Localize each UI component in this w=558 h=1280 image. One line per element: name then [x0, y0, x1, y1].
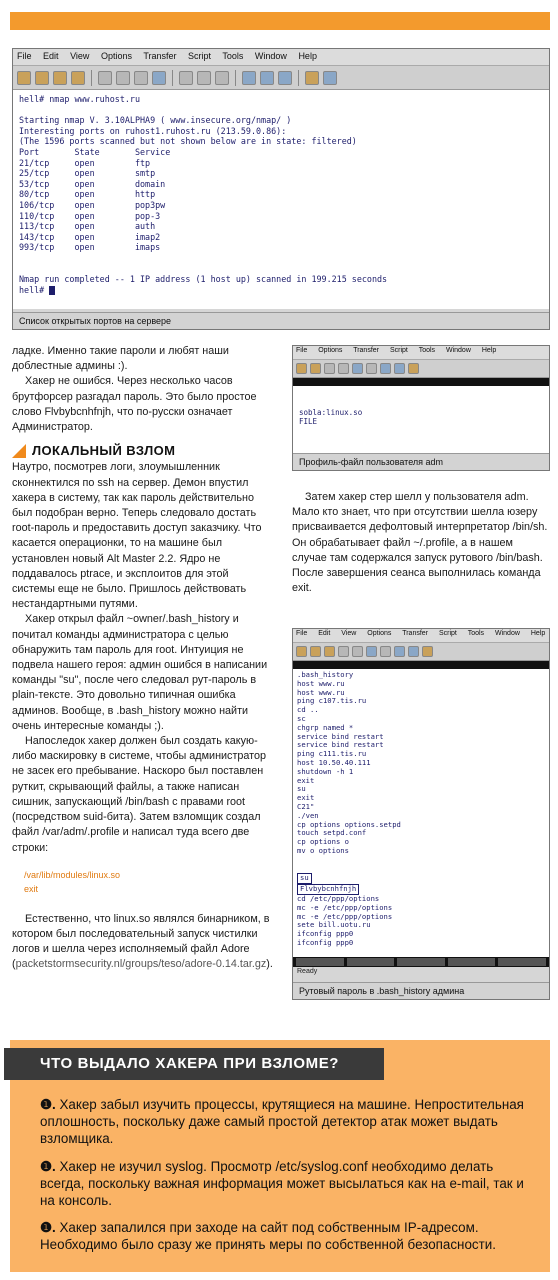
list-item — [40, 1096, 534, 1148]
terminal-tab[interactable] — [347, 958, 395, 966]
terminal-titlebar — [293, 661, 549, 669]
terminal-line: Port State Service — [19, 146, 171, 157]
terminal-line: exit — [297, 793, 315, 803]
reconnect-icon[interactable] — [53, 71, 67, 85]
terminal-line: ping c111.tis.ru — [297, 749, 367, 759]
find-icon[interactable] — [352, 363, 363, 374]
toolbar-separator — [172, 70, 173, 86]
terminal-line: 106/tcp open pop3pw — [19, 199, 166, 210]
menu-script[interactable]: Script — [389, 347, 408, 354]
terminal-line: ifconfig ppp0 — [297, 929, 354, 939]
triangle-icon — [12, 444, 26, 458]
disconnect-icon[interactable] — [71, 71, 85, 85]
terminal-tab[interactable] — [296, 958, 344, 966]
terminal-tab-bar — [293, 957, 549, 967]
bullet-icon: ❶. — [40, 1220, 56, 1236]
keymap-icon[interactable] — [408, 646, 419, 657]
print-icon[interactable] — [366, 363, 377, 374]
terminal-line: .bash_history — [297, 670, 354, 679]
terminal-line: cp options o — [297, 837, 349, 847]
terminal-line: host www.ru — [297, 687, 345, 697]
terminal-line: ping c107.tis.ru — [297, 696, 367, 706]
terminal-line: hell# — [19, 285, 543, 296]
terminal-line: 110/tcp open pop-3 — [19, 210, 161, 221]
list-item-text: Хакер запалился при заходе на сайт под собственным IP-адресом. Необходимо было сразу же принять меры по собственной безопасности. — [40, 1220, 496, 1253]
terminal-tab[interactable] — [448, 958, 496, 966]
menu-tools[interactable]: Tools — [222, 51, 244, 61]
options-icon[interactable] — [394, 646, 405, 657]
terminal-line: 993/tcp open imaps — [19, 242, 161, 253]
menu-transfer[interactable]: Transfer — [402, 630, 429, 637]
terminal-line — [19, 105, 543, 116]
paragraph: Напоследок хакер должен был создать какую-либо маскировку в системе, чтобы администратор не засек его пребывание. Наскоро был поставлен руткит, скрывающий файлы, а также написан сишник, запускающий /bin/bash с правами root (посредством suid-бита). Затем взломщик создал файл /var/adm/.profile и написал туда всего две строки: — [12, 735, 267, 854]
list-item-text: Хакер забыл изучить процессы, крутящиеся на машине. Непростительная оплошность, поскольку даже самый простой детектор атак может выдать взломщика. — [40, 1097, 524, 1147]
paragraph: Затем хакер стер шелл у пользователя adm. Мало кто знает, что при отсутствии шелла юзеру присваивается дефолтовый интерпретатор /bin/sh. Он обрабатывает файл ~/.profile, а в нашем случае там содержался запуск рутового /bin/bash. После завершения сеанса выполнилась команда exit. — [292, 491, 548, 595]
code-line: exit — [24, 883, 39, 894]
menu-options[interactable]: Options — [367, 630, 392, 637]
menu-help[interactable]: Help — [298, 51, 317, 61]
menu-window[interactable]: Window — [254, 51, 287, 61]
terminal-line: 113/tcp open auth — [19, 221, 156, 232]
menu-window[interactable]: Window — [445, 347, 471, 354]
menu-window[interactable]: Window — [495, 630, 520, 637]
terminal-line: (The 1596 ports scanned but not shown below are in state: filtered) — [19, 136, 357, 147]
sidebar-box-title: ЧТО ВЫДАЛО ХАКЕРА ПРИ ВЗЛОМЕ? — [4, 1048, 384, 1080]
terminal-toolbar — [13, 66, 549, 90]
terminal-line: 25/tcp open smtp — [19, 168, 156, 179]
figure-caption: Список открытых портов на сервере — [13, 312, 549, 329]
terminal-line: ./ven — [297, 810, 319, 820]
terminal-line: Interesting ports on ruhost1.ruhost.ru (213.59.0.86): — [19, 125, 287, 136]
find-icon[interactable] — [152, 71, 166, 85]
terminal-line — [297, 865, 545, 874]
menu-script[interactable]: Script — [188, 51, 212, 61]
terminal-menubar — [13, 49, 549, 66]
sftp-icon[interactable] — [179, 71, 193, 85]
menu-file[interactable]: File — [296, 347, 308, 354]
terminal-line: sc — [297, 713, 306, 723]
terminal-line: Flvbybcnhfnjh — [297, 884, 545, 895]
terminal-line: host 10.50.40.111 — [297, 757, 371, 767]
terminal-line: service bind restart — [297, 740, 384, 750]
terminal-line: Starting nmap V. 3.10ALPHA9 ( www.insecure.org/nmap/ ) — [19, 115, 292, 126]
terminal-line: FILE — [299, 417, 318, 426]
paste-icon[interactable] — [338, 363, 349, 374]
code-listing — [24, 868, 274, 896]
paragraph: Хакер не ошибся. Через несколько часов брутфорсер разгадал пароль. Это было простое слово Flvbybcnhfnjh, что по-русски означает Администратор. — [12, 375, 257, 434]
terminal-line: cd /etc/ppp/options — [297, 893, 380, 903]
help-icon[interactable] — [408, 363, 419, 374]
profile-terminal-screenshot — [292, 345, 550, 471]
list-item-text: Хакер не изучил syslog. Просмотр /etc/syslog.conf необходимо делать всегда, поскольку важная информация может высылаться как на e-mail, так и на консоль. — [40, 1158, 524, 1209]
terminal-cursor — [49, 286, 55, 295]
menu-transfer[interactable]: Transfer — [143, 51, 177, 61]
terminal-line: sete bill.uotu.ru — [297, 920, 371, 930]
paragraph-tail: ). — [266, 958, 273, 971]
figure-caption: Рутовый пароль в .bash_history админа — [293, 982, 549, 999]
connect-icon[interactable] — [17, 71, 31, 85]
terminal-line: hell# nmap www.ruhost.ru — [19, 94, 141, 104]
menu-file[interactable]: File — [296, 630, 308, 637]
terminal-line — [299, 399, 543, 408]
terminal-line — [19, 253, 543, 264]
terminal-toolbar — [293, 360, 549, 378]
left-column — [12, 344, 274, 973]
terminal-line: exit — [297, 775, 315, 785]
menu-view[interactable]: View — [341, 630, 357, 637]
menu-options[interactable]: Options — [100, 51, 132, 61]
terminal-line — [299, 390, 543, 399]
about-icon[interactable] — [323, 71, 337, 85]
terminal-line: shutdown -h 1 — [297, 766, 354, 776]
terminal-tab[interactable] — [498, 958, 546, 966]
terminal-line: mc -e /etc/ppp/options — [297, 902, 393, 912]
terminal-line: cp options options.setpd — [297, 819, 401, 829]
keymap-icon[interactable] — [278, 71, 292, 85]
sidebar-box-body — [40, 1096, 534, 1264]
menu-options[interactable]: Options — [318, 347, 343, 354]
bash-history-output — [293, 669, 549, 957]
top-accent-band — [10, 12, 550, 30]
disconnect-icon[interactable] — [324, 646, 335, 657]
figure-caption: Профиль-файл пользователя adm — [293, 453, 549, 470]
terminal-line: 80/tcp open http — [19, 189, 156, 200]
terminal-line: 143/tcp open imap2 — [19, 231, 161, 242]
adore-link[interactable]: packetstormsecurity.nl/groups/teso/adore-0.14.tar.gz — [15, 958, 267, 971]
menu-help[interactable]: Help — [481, 347, 497, 354]
menu-help[interactable]: Help — [530, 630, 546, 637]
terminal-line: C21" — [297, 801, 315, 811]
help-icon[interactable] — [305, 71, 319, 85]
menu-edit[interactable]: Edit — [43, 51, 59, 61]
menu-file[interactable]: File — [17, 51, 32, 61]
reconnect-icon[interactable] — [310, 646, 321, 657]
menu-transfer[interactable]: Transfer — [353, 347, 379, 354]
copy-icon[interactable] — [338, 646, 349, 657]
reconnect-icon[interactable] — [310, 363, 321, 374]
terminal-line: cd .. — [297, 705, 319, 715]
print-icon[interactable] — [380, 646, 391, 657]
menu-script[interactable]: Script — [438, 630, 457, 637]
list-item — [40, 1158, 534, 1210]
terminal-line: su — [297, 784, 306, 794]
paragraph: ладке. Именно такие пароли и любят наши доблестные админы :). — [12, 345, 229, 373]
terminal-menubar — [293, 346, 549, 360]
terminal-line — [19, 264, 543, 275]
terminal-line: ifconfig ppp0 — [297, 937, 354, 947]
nmap-terminal-screenshot — [12, 48, 550, 330]
terminal-tab[interactable] — [397, 958, 445, 966]
nmap-output — [13, 90, 549, 309]
print-icon[interactable] — [215, 71, 229, 85]
terminal-status: Ready — [293, 967, 549, 976]
terminal-menubar — [293, 629, 549, 643]
terminal-line: service bind restart — [297, 731, 384, 741]
terminal-line — [297, 856, 545, 865]
connect-icon[interactable] — [296, 363, 307, 374]
toolbar-separator — [298, 70, 299, 86]
toolbar-separator — [235, 70, 236, 86]
menu-view[interactable]: View — [70, 51, 90, 61]
menu-edit[interactable]: Edit — [318, 630, 331, 637]
bash-history-terminal-screenshot — [292, 628, 550, 1000]
terminal-line: su — [297, 873, 545, 884]
profile-output — [293, 386, 549, 462]
terminal-line: Nmap run completed -- 1 IP address (1 host up) scanned in 199.215 seconds — [19, 274, 388, 285]
paragraph: Наутро, посмотрев логи, злоумышленник сконнектился по ssh на сервер. Демон впустил хакера в систему, так как пароль действительно был подобран верно. Теперь следовало достать root-пароль и предоставить доступ заказчику. Что касается операционки, то на машине был установлен новый Alt Master 2.2. Ядро не поддавалось ptrace, и эксплоитов для этой системы еще не было. Пришлось действовать нестандартными путями. — [12, 461, 262, 611]
session-options-icon[interactable] — [242, 71, 256, 85]
paragraph: Хакер открыл файл ~owner/.bash_history и почитал команды администратора с целью обнаружить там пароль для root. Интуиция не подвела нашего героя: админ ошибся в написании команды "su", после чего следовал рут-пароль в plain-тексте. Это довольно типичная ошибка админов. Вообще, в .bash_history можно найти очень интересные команды ;). — [12, 613, 268, 732]
section-heading — [12, 443, 274, 458]
terminal-line: chgrp named * — [297, 722, 354, 732]
menu-tools[interactable]: Tools — [467, 630, 485, 637]
print-setup-icon[interactable] — [197, 71, 211, 85]
menu-tools[interactable]: Tools — [418, 347, 436, 354]
paste-icon[interactable] — [116, 71, 130, 85]
keymap-icon[interactable] — [394, 363, 405, 374]
copy-icon[interactable] — [324, 363, 335, 374]
terminal-line: sobla:linux.so — [299, 408, 363, 417]
terminal-toolbar — [293, 643, 549, 661]
right-column — [292, 490, 550, 596]
quick-connect-icon[interactable] — [35, 71, 49, 85]
terminal-line: 21/tcp open ftp — [19, 157, 151, 168]
paste-icon[interactable] — [352, 646, 363, 657]
find-icon[interactable] — [366, 646, 377, 657]
paragraph-text: Естественно, что linux.so являлся бинарником, в котором был последовательный запуск чистилки логов и шелла через исполняемый файл Adore ( — [12, 912, 270, 971]
bullet-icon: ❶. — [40, 1158, 56, 1174]
connect-icon[interactable] — [296, 646, 307, 657]
toolbar-separator — [91, 70, 92, 86]
copy-paste-icon[interactable] — [134, 71, 148, 85]
global-options-icon[interactable] — [260, 71, 274, 85]
paragraph — [12, 912, 274, 973]
section-heading-text: ЛОКАЛЬНЫЙ ВЗЛОМ — [32, 443, 176, 459]
terminal-line: host www.ru — [297, 678, 345, 688]
help-icon[interactable] — [422, 646, 433, 657]
options-icon[interactable] — [380, 363, 391, 374]
bullet-icon: ❶. — [40, 1097, 56, 1112]
terminal-line: touch setpd.conf — [297, 828, 367, 838]
code-line: /var/lib/modules/linux.so — [24, 869, 121, 880]
list-item — [40, 1219, 534, 1253]
terminal-titlebar — [293, 378, 549, 386]
copy-icon[interactable] — [98, 71, 112, 85]
terminal-line: mv o options — [297, 845, 349, 855]
terminal-line: mc -e /etc/ppp/options — [297, 911, 393, 921]
terminal-line: 53/tcp open domain — [19, 178, 166, 189]
sidebar-box — [10, 1040, 550, 1272]
